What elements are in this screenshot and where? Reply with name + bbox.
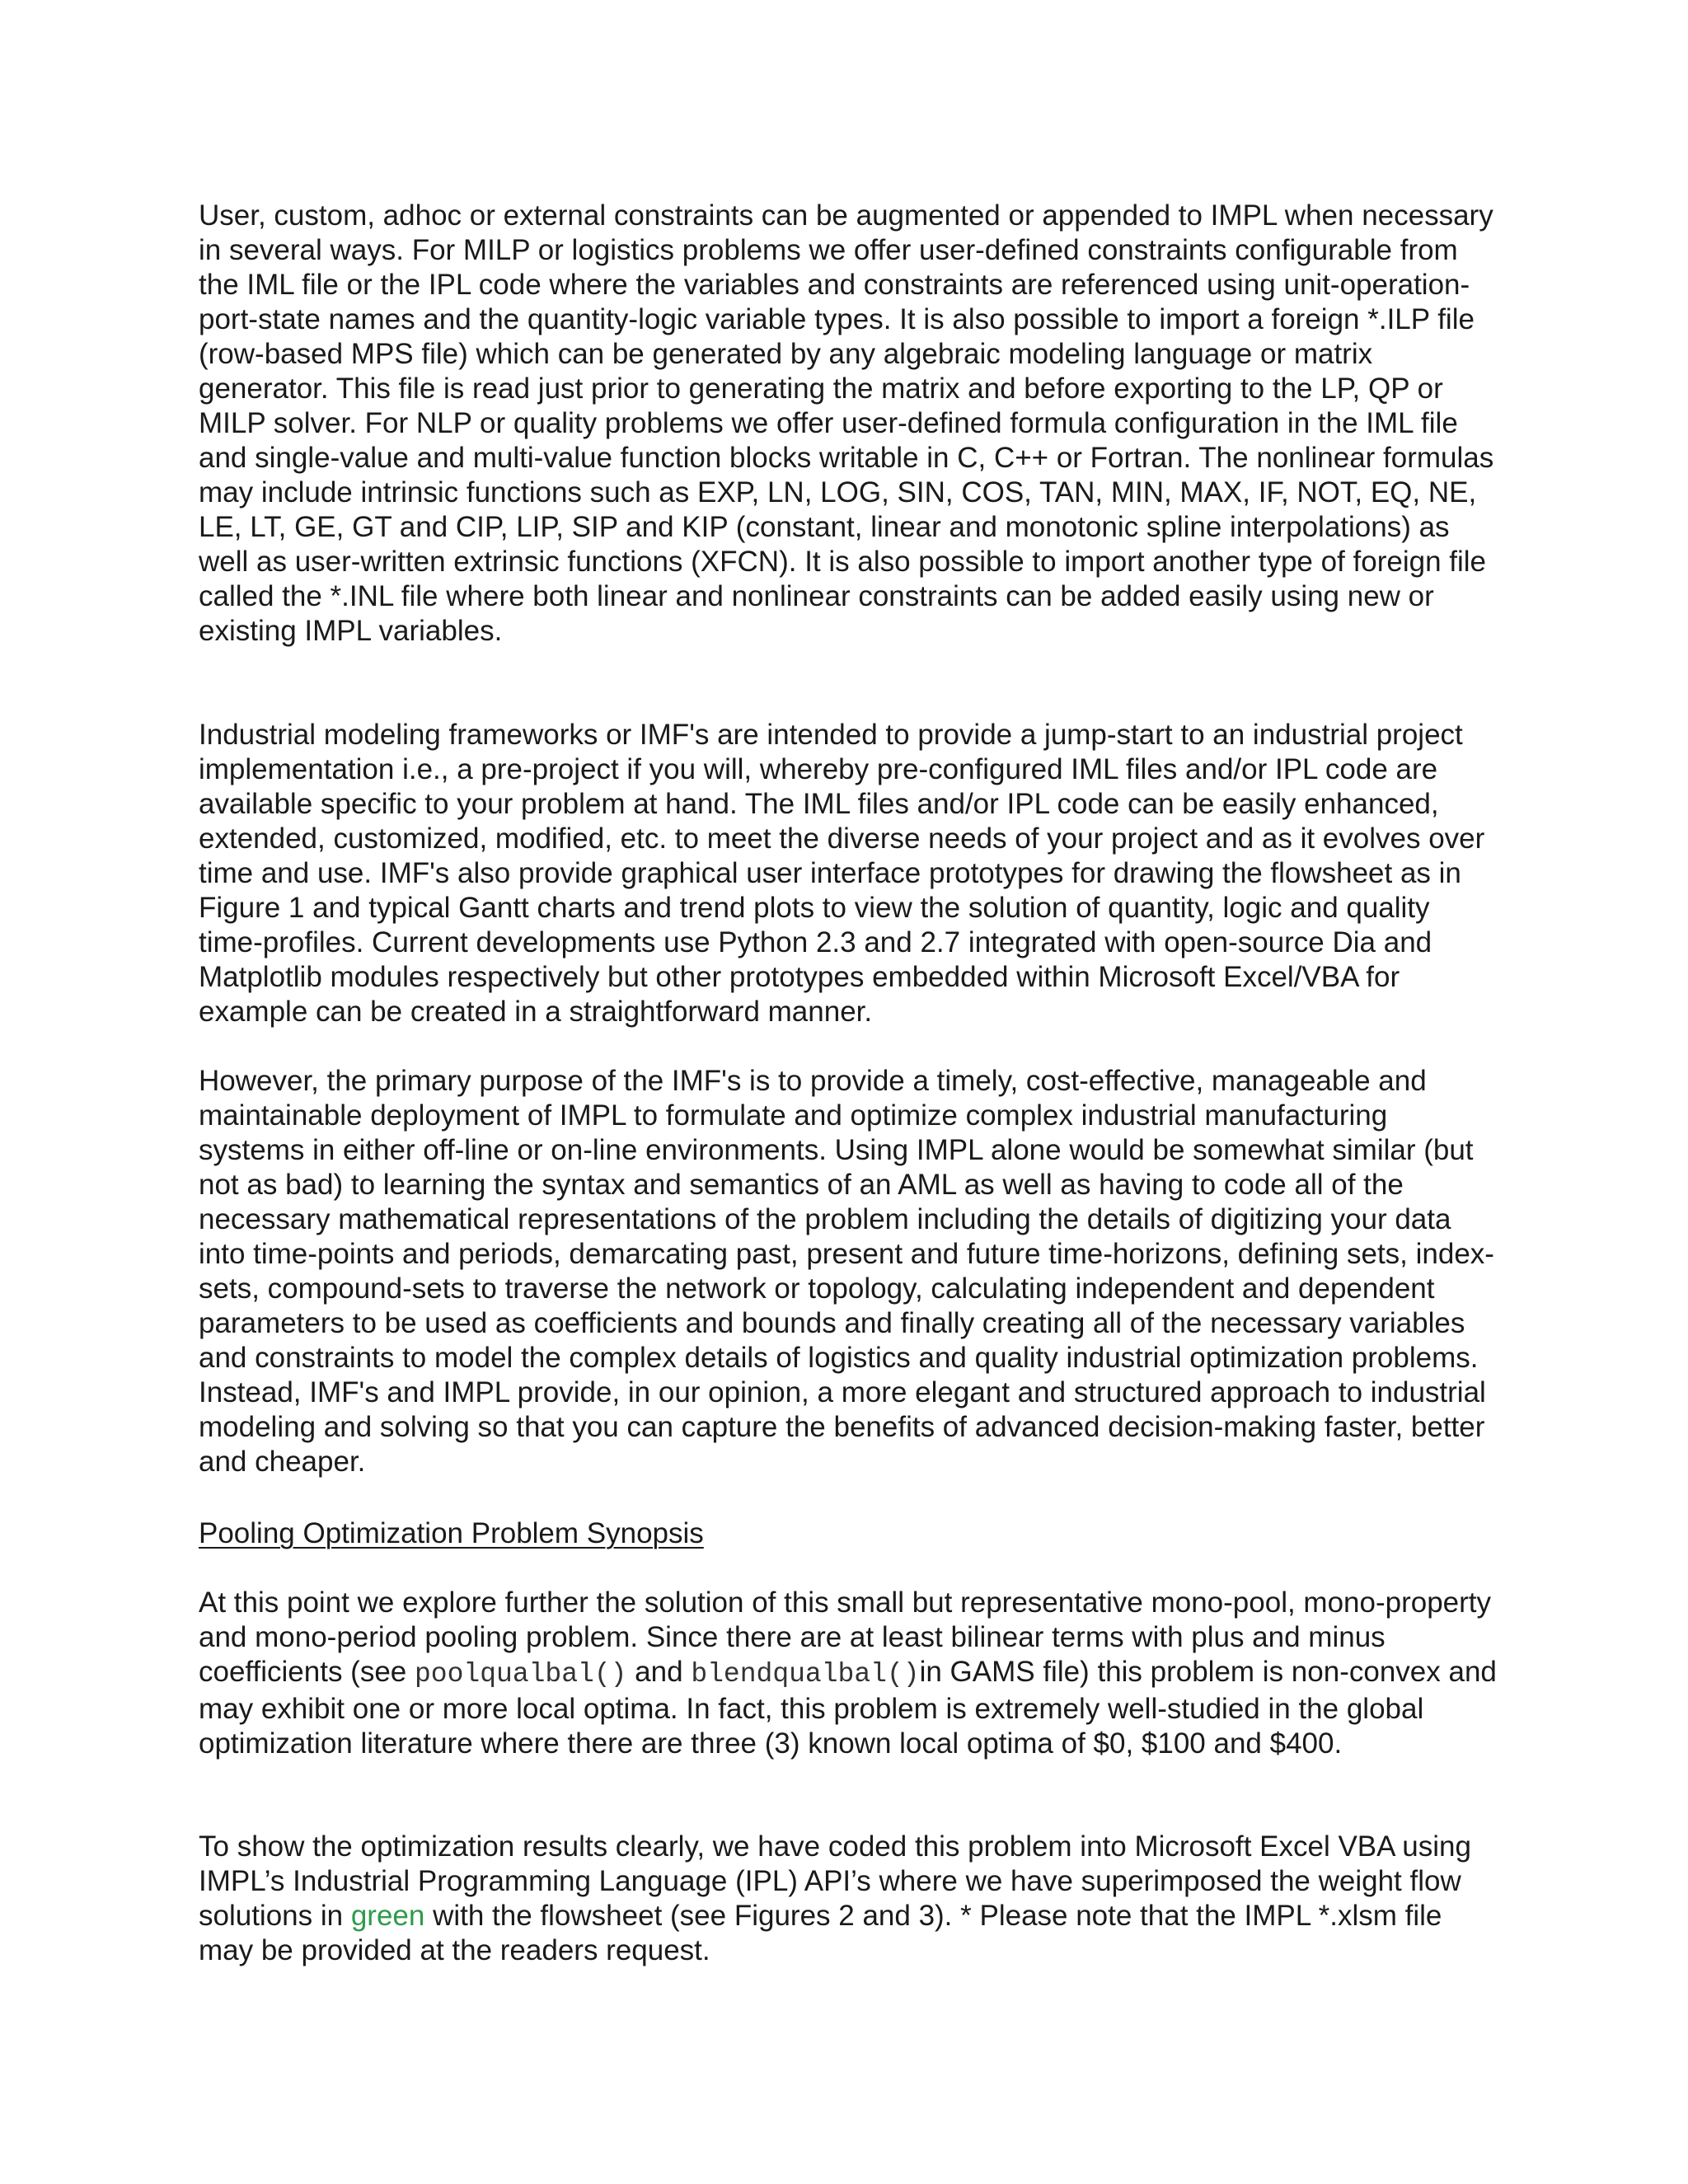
section-heading	[199, 1516, 1501, 1551]
text-run: At this point we explore further the solution of this small but representative mono-pool, mono-property and mono-period pooling problem. Since there are at least bilinear terms with plus and minus coefficients (see	[199, 1586, 1492, 1688]
paragraph-primary-purpose	[199, 1064, 1501, 1479]
paragraph-text: User, custom, adhoc or external constraints can be augmented or appended to IMPL when necessary in several ways. For MILP or logistics problems we offer user-defined constraints configurable from the IML file or the IPL code where the variables and constraints are referenced using unit-operation-port-state names and the quantity-logic variable types. It is also possible to import a foreign *.ILP file (row-based MPS file) which can be generated by any algebraic modeling language or matrix generator. This file is read just prior to generating the matrix and before exporting to the LP, QP or MILP solver. For NLP or quality problems we offer user-defined formula configuration in the IML file and single-value and multi-value function blocks writable in C, C++ or Fortran. The nonlinear formulas may include intrinsic functions such as EXP, LN, LOG, SIN, COS, TAN, MIN, MAX, IF, NOT, EQ, NE, LE, LT, GE, GT and CIP, LIP, SIP and KIP (constant, linear and monotonic spline interpolations) as well as user-written extrinsic functions (XFCN). It is also possible to import another type of foreign file called the *.INL file where both linear and nonlinear constraints can be added easily using new or existing IMPL variables.	[199, 199, 1494, 647]
paragraph-text: Industrial modeling frameworks or IMF's are intended to provide a jump-start to an industrial project implementation i.e., a pre-project if you will, whereby pre-configured IML files and/or IPL code are available specific to your problem at hand. The IML files and/or IPL code can be easily enhanced, extended, customized, modified, etc. to meet the diverse needs of your project and as it evolves over time and use. IMF's also provide graphical user interface prototypes for drawing the flowsheet as in Figure 1 and typical Gantt charts and trend plots to view the solution of quantity, logic and quality time-profiles. Current developments use Python 2.3 and 2.7 integrated with open-source Dia and Matplotlib modules respectively but other prototypes embedded within Microsoft Excel/VBA for example can be created in a straightforward manner.	[199, 719, 1485, 1028]
text-run: To show the optimization results clearly, we have coded this problem into Microsoft Excel VBA using IMPL’s Industrial Programming Language (IPL) API’s where we have superimposed the weight flow solutions in	[199, 1830, 1471, 1932]
paragraph-user-constraints	[199, 199, 1501, 649]
heading-text: Pooling Optimization Problem Synopsis	[199, 1517, 704, 1549]
text-run: in GAMS file) this problem is non-convex and may exhibit one or more local optima. In fact, this problem is extremely well-studied in the global optimization literature where there are three (3) known local optima of $0, $100 and $400.	[199, 1656, 1497, 1760]
paragraph-text	[199, 1586, 1501, 1761]
code-blendqualbal: blendqualbal()	[691, 1659, 920, 1690]
code-poolqualbal: poolqualbal()	[415, 1659, 627, 1690]
paragraph-text: However, the primary purpose of the IMF's is to provide a timely, cost-effective, manageable and maintainable deployment of IMPL to formulate and optimize complex industrial manufacturing systems in either off-line or on-line environments. Using IMPL alone would be somewhat similar (but not as bad) to learning the syntax and semantics of an AML as well as having to code all of the necessary mathematical representations of the problem including the details of digitizing your data into time-points and periods, demarcating past, present and future time-horizons, defining sets, index-sets, compound-sets to traverse the network or topology, calculating independent and dependent parameters to be used as coefficients and bounds and finally creating all of the necessary variables and constraints to model the complex details of logistics and quality industrial optimization problems. Instead, IMF's and IMPL provide, in our opinion, a more elegant and structured approach to industrial modeling and solving so that you can capture the benefits of advanced decision-making faster, better and cheaper.	[199, 1065, 1494, 1478]
text-run: and	[626, 1656, 692, 1688]
paragraph-industrial-modeling-frameworks	[199, 718, 1501, 1029]
paragraph-pooling-synopsis	[199, 1586, 1501, 1761]
green-highlight-word: green	[350, 1900, 425, 1932]
paragraph-text	[199, 1830, 1501, 1968]
paragraph-optimization-results	[199, 1830, 1501, 1968]
text-run: with the flowsheet (see Figures 2 and 3). * Please note that the IMPL *.xlsm file may be provided at the readers request.	[199, 1900, 1442, 1966]
